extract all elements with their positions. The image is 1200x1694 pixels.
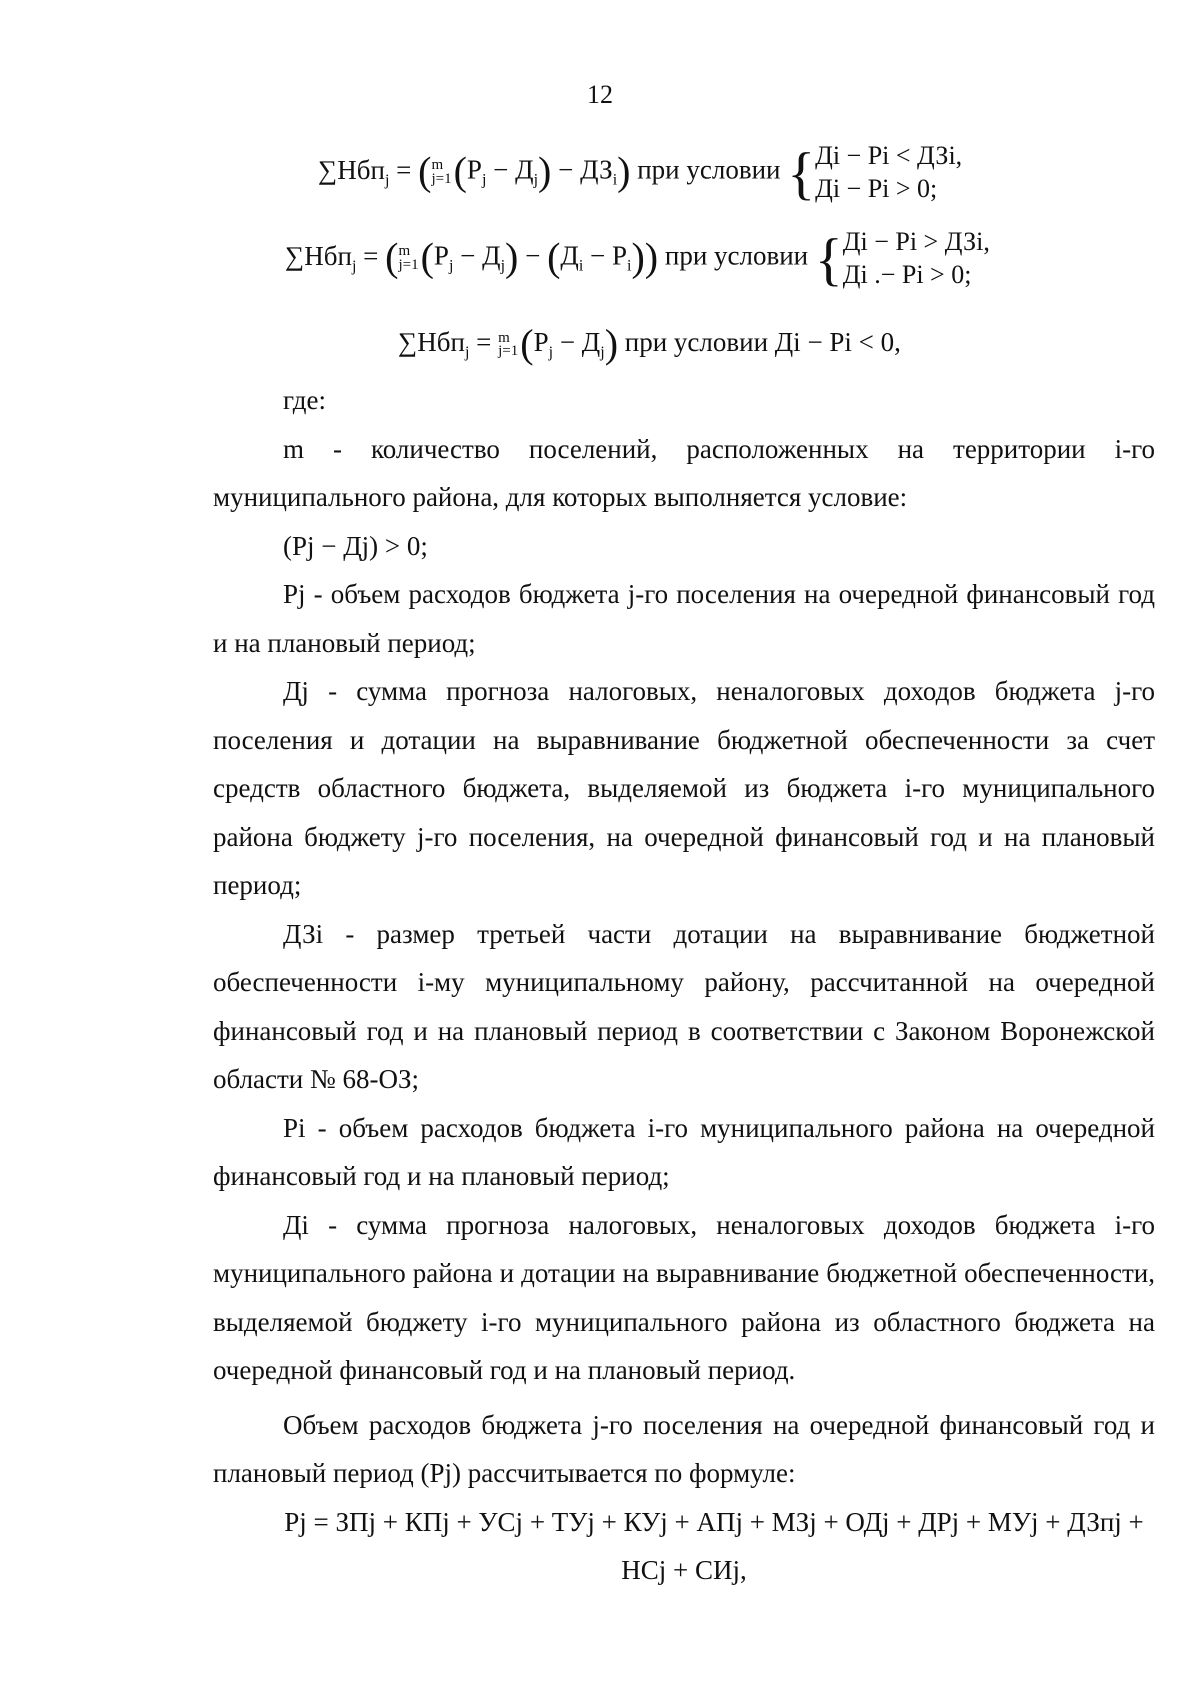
formula-2: ∑Нбп$_j$ = ( m j=1 $(P_j - Д_j) - (Д_i - P_i)$) при условии { Дi − Pi > ДЗi, Дi .− Pi > 0; <box>285 226 990 292</box>
formula-1-lhs: ∑Нбп$_j$ = <box>318 154 419 189</box>
formula-2-lhs: ∑Нбп$_j$ = <box>285 240 386 275</box>
m-condition: (Pj − Дj) > 0; <box>283 530 428 561</box>
m-definition: m - количество поселений, расположенных на территории i-го муниципального района, для которых выполняется условие: <box>213 433 1155 512</box>
formula-1-condition-label: при условии <box>637 154 781 185</box>
final-formula-line-2: НСj + СИj, <box>621 1555 747 1585</box>
formula-1-conditions <box>815 140 962 205</box>
pi-definition: Pi - объем расходов бюджета i-го муниципального района на очередной финансовый год и на плановый период; <box>213 1112 1155 1191</box>
dj-definition: Дj - сумма прогноза налоговых, неналоговых доходов бюджета j-го поселения и дотации на выравнивание бюджетной обеспеченности за счет средств областного бюджета, выделяемой из бюджета i-го муниципального района бюджету j-го поселения, на очередной финансовый год и на плановый период; <box>213 676 1155 900</box>
page-number: 12 <box>587 80 613 109</box>
volume-intro: Объем расходов бюджета j-го поселения на очередной финансовый год и плановый период (Pj) рассчитывается по формуле: <box>213 1409 1155 1488</box>
formula-1-cond-2: Дi − Pi > 0; <box>815 173 938 203</box>
brace-icon: { <box>787 140 816 206</box>
final-formula-line-1: Pj = ЗПj + КПj + УСj + ТУj + КУj + АПj + МЗj + ОДj + ДРj + МУj + ДЗпj + <box>284 1506 1144 1537</box>
formula-2-cond-2: Дi .− Pi > 0; <box>842 259 972 289</box>
pj-definition: Pj - объем расходов бюджета j-го поселения на очередной финансовый год и на плановый период; <box>213 579 1155 658</box>
formula-2-conditions <box>843 226 990 291</box>
formula-3-condition: при условии Дi − Pi < 0, <box>624 327 901 357</box>
formula-1-cond-1: Дi − Pi < ДЗi, <box>815 141 963 170</box>
formula-2-condition-label: при условии <box>664 240 809 271</box>
di-definition: Дi - сумма прогноза налоговых, неналоговых доходов бюджета i-го муниципального района и дотации на выравнивание бюджетной обеспеченности, выделяемой бюджету i-го муниципального района из областного бюджета на очередной финансовый год и на плановый период. <box>213 1209 1155 1385</box>
body-text <box>213 376 1155 1595</box>
dz-definition: ДЗi - размер третьей части дотации на выравнивание бюджетной обеспеченности i-му муниципальному району, рассчитанной на очередной финансовый год и на плановый период в соответствии с Законом Воронежской области № 68-ОЗ; <box>213 918 1155 1094</box>
formula-3: ∑Нбп$_j$ = m j=1 $(P_j - Д_j)$ при условии Дi − Pi < 0, <box>398 321 901 366</box>
formula-1: ∑Нбп$_j$ = ( m j=1 $(P_j - Д_j) - ДЗ_i$) при условии { Дi − Pi < ДЗi, Дi − Pi > 0; <box>318 140 963 206</box>
brace-icon: { <box>814 226 843 292</box>
where-label: где: <box>283 385 326 415</box>
formula-2-cond-1: Дi − Pi > ДЗi, <box>842 227 990 256</box>
formula-3-lhs: ∑Нбп$_j$ = <box>398 327 499 361</box>
